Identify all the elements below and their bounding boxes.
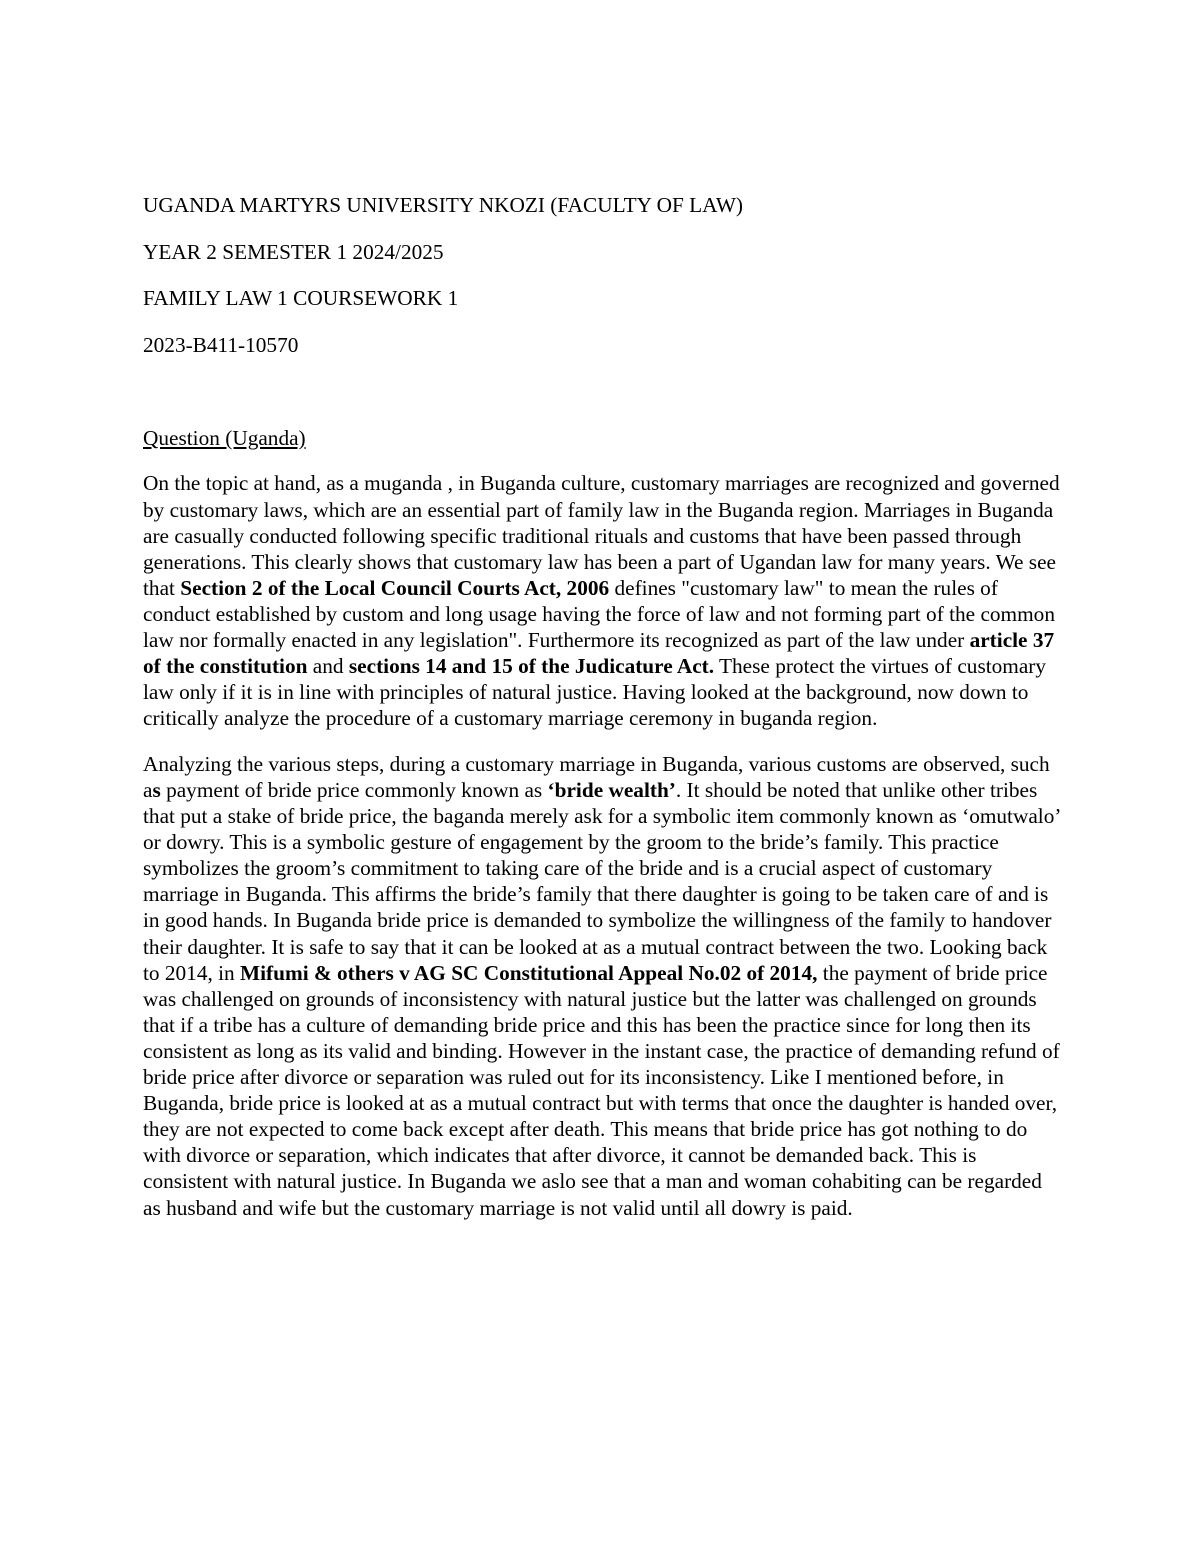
paragraph-analysis xyxy=(143,751,1061,1221)
document-body xyxy=(143,192,1061,1240)
paragraph-text: and xyxy=(307,654,349,679)
paragraph-introduction xyxy=(143,470,1061,731)
constitution-reference: article 37 of the constitution xyxy=(143,628,1055,679)
university-heading: UGANDA MARTYRS UNIVERSITY NKOZI (FACULTY OF LAW) xyxy=(143,193,744,217)
paragraph-text: . It should be noted that unlike other tribes that put a stake of bride price, the baganda merely ask for a symbolic item commonly known as ‘omutwalo’ or dowry. This is a symbolic gesture of engagement by the groom to the bride’s family. This practice symbolizes the groom’s commitment to taking care of the bride and is a crucial aspect of customary marriage in Buganda. This affirms the bride’s family that there daughter is going to be taken care of and is in good hands. In Buganda bride price is demanded to symbolize the willingness of the family to handover their daughter. It is safe to say that it can be looked at as a mutual contract between the two. Looking back to 2014, in xyxy=(143,778,1060,985)
student-number-line: 2023-B411-10570 xyxy=(143,332,299,357)
statute-reference: Section 2 of the Local Council Courts Act, 2006 xyxy=(180,575,610,600)
term-bride-wealth: ‘bride wealth’ xyxy=(547,778,676,802)
case-citation: Mifumi & others v AG SC Constitutional Appeal No.02 of 2014, xyxy=(240,960,818,985)
paragraph-text: payment of bride price commonly known as xyxy=(160,778,548,802)
year-semester-line: YEAR 2 SEMESTER 1 2024/2025 xyxy=(143,239,444,264)
course-title-line: FAMILY LAW 1 COURSEWORK 1 xyxy=(143,286,459,311)
paragraph-text: the payment of bride price was challenged on grounds of inconsistency with natural justice but the latter was challenged on grounds that if a tribe has a culture of demanding bride price and this has been the practice since for long then its consistent as long as its valid and binding. However in the instant case, the practice of demanding refund of bride price after divorce or separation was ruled out for its inconsistency. Like I mentioned before, in Buganda, bride price is looked at as a mutual contract but with terms that once the daughter is handed over, they are not expected to come back except after death. This means that bride price has got nothing to do with divorce or separation, which indicates that after divorce, it cannot be demanded back. This is consistent with natural justice. In Buganda we aslo see that a man and woman cohabiting can be regarded as husband and wife but the customary marriage is not valid until all dowry is paid. xyxy=(143,960,1060,1220)
paragraph-text: These protect the virtues of customary law only if it is in line with principles of natural justice. Having looked at the background, now down to critically analyze the procedure of a customary marriage ceremony in buganda region. xyxy=(143,654,1047,731)
bold-letter: s xyxy=(152,778,161,802)
paragraph-text: On the topic at hand, as a muganda , in Buganda culture, customary marriages are recognized and governed by customary laws, which are an essential part of family law in the Buganda region. Marriages in Buganda are casually conducted following specific traditional rituals and customs that have been passed through generations. This clearly shows that customary law has been a part of Ugandan law for many years. We see that xyxy=(143,471,1060,600)
statute-reference: sections 14 and 15 of the Judicature Act. xyxy=(348,654,715,679)
question-title: Question (Uganda) xyxy=(143,425,306,450)
paragraph-text: Analyzing the various steps, during a customary marriage in Buganda, various customs are observed, such a xyxy=(143,751,1050,802)
paragraph-text: defines "customary law" to mean the rules of conduct established by custom and long usage having the force of law and not forming part of the common law nor formally enacted in any legislation". Furthermore its recognized as part of the law under xyxy=(143,575,1055,653)
